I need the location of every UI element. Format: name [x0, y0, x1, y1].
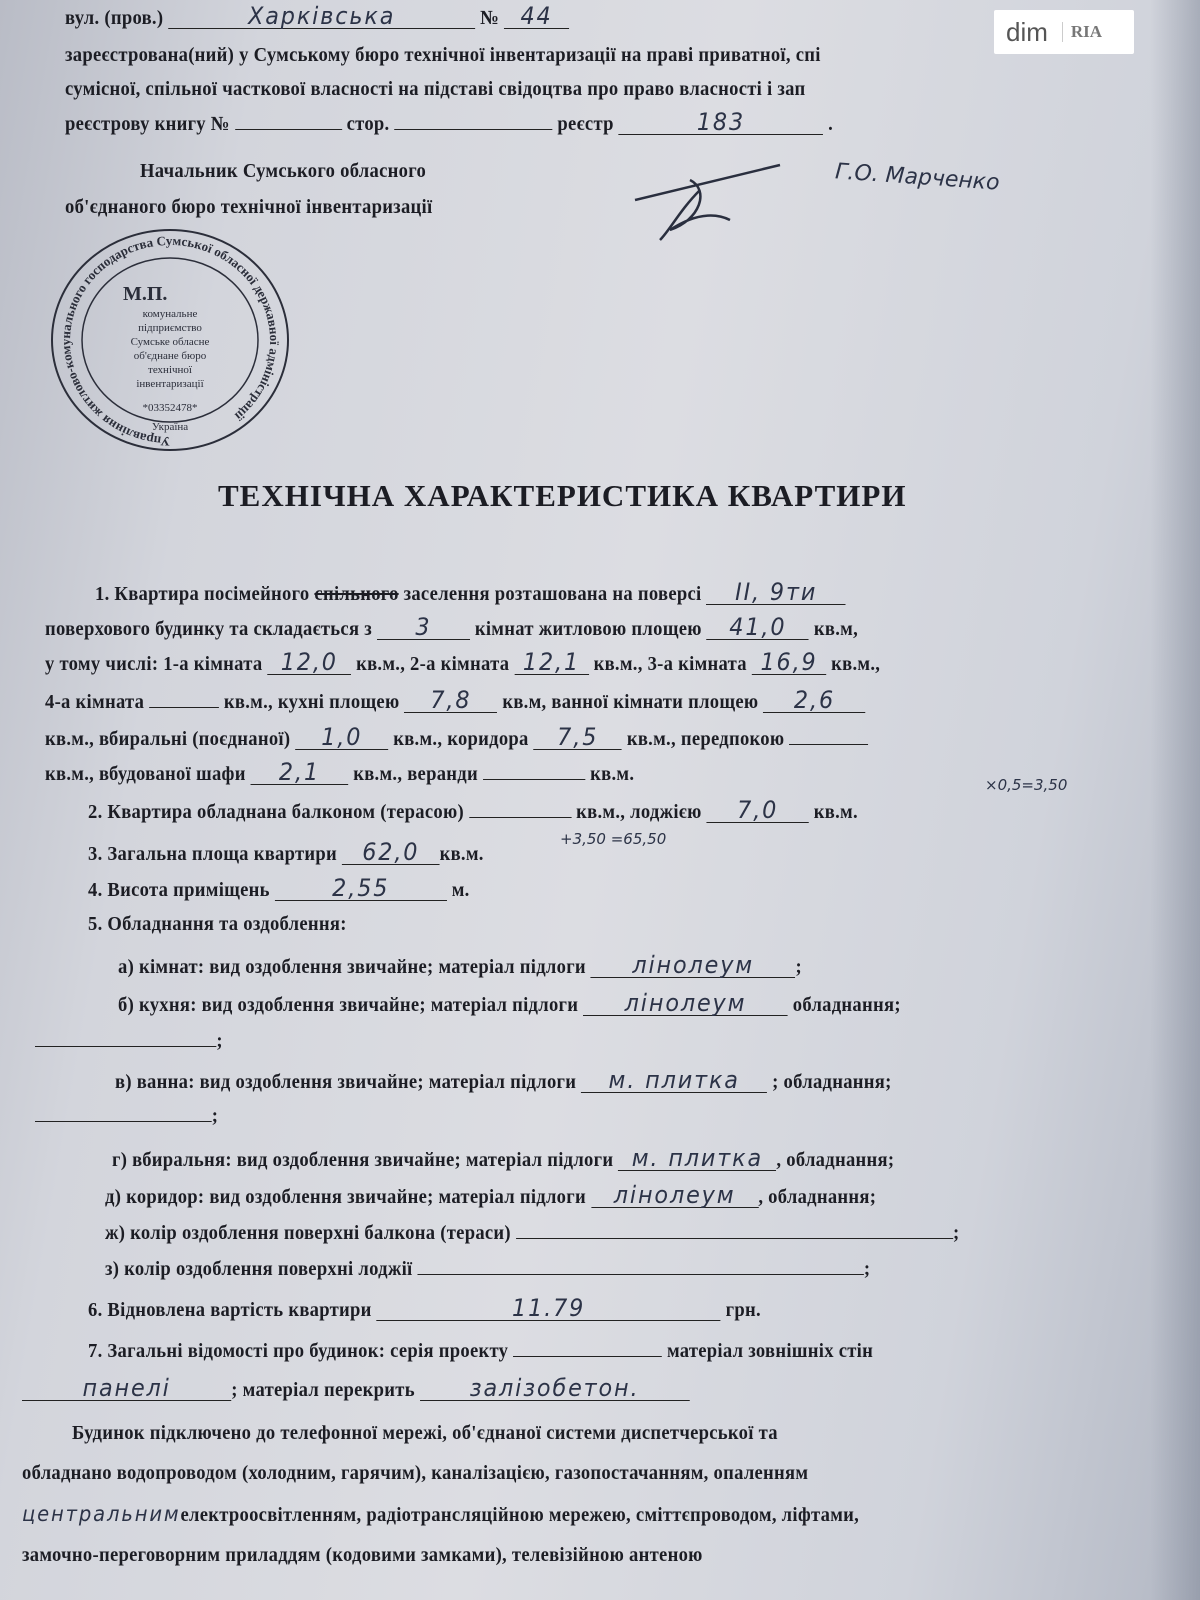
t: кв.м., кухні площею	[223, 691, 400, 713]
item5g-line	[112, 1144, 895, 1172]
stamp-inner-3: Сумське обласне	[130, 336, 210, 348]
t: ;	[211, 1105, 219, 1127]
t: електроосвітленням, радіотрансляційною мережею, сміттєпроводом, ліфтами,	[180, 1504, 860, 1526]
kitchen-floor-field	[583, 989, 788, 1017]
t: кімнат житловою площею	[474, 618, 702, 640]
stamp-code: *03352478*	[142, 402, 198, 414]
kitchen-value: 7,8	[430, 686, 472, 714]
register-line: реєстрову книгу № стор. реєстр 183 .	[65, 108, 834, 136]
total-note: +3,50 =65,50	[560, 830, 667, 848]
t: ж) колір оздоблення поверхні балкона (тераси)	[105, 1222, 511, 1244]
t: м.	[451, 879, 470, 901]
stamp-inner-2: підприємство	[138, 322, 202, 334]
t: 2. Квартира обладнана балконом (терасою)	[88, 801, 464, 823]
item6-line	[88, 1294, 761, 1322]
watermark-ria: RIA	[1062, 22, 1102, 42]
book-field	[235, 129, 342, 130]
paragraph-line3	[22, 1502, 859, 1527]
t: кв.м., вбиральні (поєднаної)	[45, 728, 291, 750]
item5v-line	[115, 1066, 892, 1094]
item1-line4	[45, 686, 866, 714]
t: г) вбиральня: вид оздоблення звичайне; матеріал підлоги	[112, 1149, 614, 1171]
t: 7. Загальні відомості про будинок: серія проекту	[88, 1340, 509, 1362]
t: кв.м., лоджією	[576, 801, 702, 823]
kitchen-field	[404, 686, 497, 714]
t: з) колір оздоблення поверхні лоджії	[105, 1258, 413, 1280]
t: 6. Відновлена вартість квартири	[88, 1299, 372, 1321]
t: грн.	[725, 1299, 761, 1321]
living-area-value: 41,0	[729, 613, 787, 641]
number-field	[504, 2, 569, 30]
item5a-line	[118, 951, 802, 979]
floor-field	[706, 578, 846, 606]
item4-line	[88, 874, 470, 902]
item7-line2	[22, 1374, 689, 1402]
cost-value: 11.79	[512, 1294, 586, 1322]
t: кв.м., коридора	[393, 728, 529, 750]
t: кв.м.	[439, 843, 484, 865]
total-area-value: 62,0	[362, 838, 420, 866]
t: 3. Загальна площа квартири	[88, 843, 338, 865]
t: кв.м.	[813, 801, 858, 823]
stamp-inner-6: інвентаризації	[136, 378, 204, 390]
t: поверхового будинку та складається з	[45, 618, 372, 640]
paragraph-line4: замочно-переговорним приладдям (кодовими замками), телевізійною антеною	[22, 1544, 703, 1566]
item5d-line	[105, 1181, 877, 1209]
corridor-field	[534, 723, 622, 751]
living-area-field	[707, 613, 809, 641]
item2-line	[88, 796, 858, 824]
registered-line: зареєстрована(ний) у Сумському бюро технічної інвентаризації на праві приватної, спі	[65, 44, 821, 66]
item5z-line	[105, 1258, 870, 1281]
struck-word: спільного	[314, 583, 399, 605]
item3-line	[88, 838, 484, 866]
page-label: стор.	[346, 113, 390, 135]
stamp-outer-text: Управління житлово-комунального господарства Сумської обласної державної адміністрації	[58, 232, 283, 450]
street-value: Харківська	[248, 2, 396, 30]
head-title-2: об'єднаного бюро технічної інвентаризації	[65, 196, 433, 218]
kitchen-equip-field	[35, 1046, 216, 1047]
heating-type-value: центральним	[22, 1502, 181, 1526]
ownership-line: сумісної, спільної часткової власності на підставі свідоцтва про право власності і зап	[65, 78, 806, 100]
t: кв.м., передпокою	[626, 728, 785, 750]
item5b-line	[118, 989, 901, 1017]
corridor-floor-value: лінолеум	[613, 1181, 736, 1209]
bath-equip-line	[35, 1105, 218, 1128]
bath-value: 2,6	[793, 686, 836, 714]
rooms-value: 3	[415, 613, 432, 641]
t: кв.м., вбудованої шафи	[45, 763, 246, 785]
ceiling-field	[420, 1374, 690, 1402]
t: ; матеріал перекрить	[231, 1379, 415, 1401]
t: 4-а кімната	[45, 691, 145, 713]
veranda-field	[483, 779, 585, 780]
t: матеріал зовнішніх стін	[666, 1340, 874, 1362]
t: , обладнання;	[776, 1149, 895, 1171]
street-line	[65, 2, 569, 30]
project-series-field	[513, 1356, 662, 1357]
room1-field	[267, 648, 351, 676]
kitchen-equip-line	[35, 1030, 223, 1053]
bath-equip-field	[35, 1121, 212, 1122]
item1-line6	[45, 758, 635, 786]
t: ;	[863, 1258, 871, 1280]
t: 1. Квартира посімейного	[95, 583, 310, 605]
book-label: реєстрову книгу №	[65, 113, 230, 135]
room2-field	[514, 648, 588, 676]
wc-field	[295, 723, 388, 751]
paragraph-line2: обладнано водопроводом (холодним, гарячим), каналізацією, газопостачанням, опаленням	[22, 1462, 809, 1484]
paragraph-line1: Будинок підключено до телефонної мережі, об'єднаної системи диспетчерської та	[72, 1422, 778, 1444]
item1-line3	[45, 648, 881, 676]
t: ; обладнання;	[772, 1071, 892, 1093]
ceiling-value: залізобетон.	[469, 1374, 640, 1402]
rooms-floor-value: лінолеум	[632, 951, 754, 979]
street-field	[168, 2, 475, 30]
t: д) коридор: вид оздоблення звичайне; матеріал підлоги	[105, 1186, 586, 1208]
room4-field	[149, 707, 219, 708]
room3-field	[752, 648, 826, 676]
document-title: ТЕХНІЧНА ХАРАКТЕРИСТИКА КВАРТИРИ	[218, 478, 907, 513]
register-value: 183	[696, 108, 746, 136]
t: у тому числі: 1-а кімната	[45, 653, 263, 675]
item5-heading: 5. Обладнання та оздоблення:	[88, 913, 347, 935]
street-label: вул. (пров.)	[65, 7, 164, 29]
loggia-color-field	[417, 1274, 863, 1275]
register-field	[619, 108, 824, 136]
t: ;	[952, 1222, 960, 1244]
t: кв.м., 3-а кімната	[593, 653, 747, 675]
t: , обладнання;	[758, 1186, 877, 1208]
wc-floor-field	[618, 1144, 776, 1172]
loggia-note: ×0,5=3,50	[985, 776, 1068, 794]
corridor-value: 7,5	[557, 723, 599, 751]
page-field	[394, 129, 552, 130]
item1-line1	[95, 578, 846, 606]
t: заселення розташована на поверсі	[403, 583, 702, 605]
total-area-field	[342, 838, 440, 866]
rooms-floor-field	[591, 951, 796, 979]
t: а) кімнат: вид оздоблення звичайне; матеріал підлоги	[118, 956, 586, 978]
item7-line	[88, 1340, 873, 1363]
height-value: 2,55	[332, 874, 390, 902]
height-field	[275, 874, 447, 902]
item5zh-line	[105, 1222, 959, 1245]
stamp-country: Україна	[151, 421, 189, 433]
t: ;	[795, 956, 802, 978]
number-label: №	[480, 7, 500, 29]
wc-value: 1,0	[321, 723, 363, 751]
stamp-inner-5: технічної	[148, 364, 192, 376]
item1-line2	[45, 613, 859, 641]
stamp-mp: М.П.	[123, 283, 168, 305]
walls-field	[22, 1374, 231, 1402]
number-value: 44	[520, 2, 553, 30]
t: кв.м,	[813, 618, 859, 640]
kitchen-floor-value: лінолеум	[624, 989, 747, 1017]
room1-value: 12,0	[280, 648, 338, 676]
t: кв.м., 2-а кімната	[356, 653, 510, 675]
room2-value: 12,1	[522, 648, 581, 676]
signer-name: Г.О. Марченко	[834, 159, 1001, 196]
balcony-color-field	[516, 1238, 953, 1239]
t: кв.м.,	[831, 653, 881, 675]
watermark-dim: dim	[1006, 16, 1048, 47]
t: б) кухня: вид оздоблення звичайне; матеріал підлоги	[118, 994, 579, 1016]
stamp-inner-4: об'єднане бюро	[133, 350, 207, 362]
t: кв.м.	[590, 763, 635, 785]
loggia-field	[707, 796, 809, 824]
walls-value: панелі	[82, 1374, 171, 1402]
bath-floor-field	[581, 1066, 767, 1094]
t: кв.м., веранди	[353, 763, 478, 785]
t: в) ванна: вид оздоблення звичайне; матеріал підлоги	[115, 1071, 577, 1093]
item1-line5	[45, 723, 868, 751]
stamp-inner-1: комунальне	[142, 308, 198, 320]
t: ;	[216, 1030, 223, 1052]
register-label: реєстр	[557, 113, 614, 135]
page-edge-shadow	[1150, 0, 1200, 1600]
t: обладнання;	[792, 994, 901, 1016]
bath-floor-value: м. плитка	[608, 1066, 740, 1094]
loggia-value: 7,0	[737, 796, 779, 824]
room3-value: 16,9	[760, 648, 818, 676]
wc-floor-value: м. плитка	[631, 1144, 764, 1172]
t: кв.м, ванної кімнати площею	[502, 691, 759, 713]
corridor-floor-field	[591, 1181, 758, 1209]
cost-field	[377, 1294, 721, 1322]
closet-field	[251, 758, 349, 786]
balcony-field	[469, 817, 571, 818]
dimria-watermark	[994, 10, 1134, 54]
t: 4. Висота приміщень	[88, 879, 270, 901]
official-stamp	[45, 225, 295, 455]
hall-field	[789, 744, 868, 745]
rooms-field	[377, 613, 470, 641]
closet-value: 2,1	[278, 758, 321, 786]
bath-field	[763, 686, 865, 714]
head-title-1: Начальник Сумського обласного	[140, 160, 427, 182]
floor-value: II, 9ти	[735, 578, 818, 606]
